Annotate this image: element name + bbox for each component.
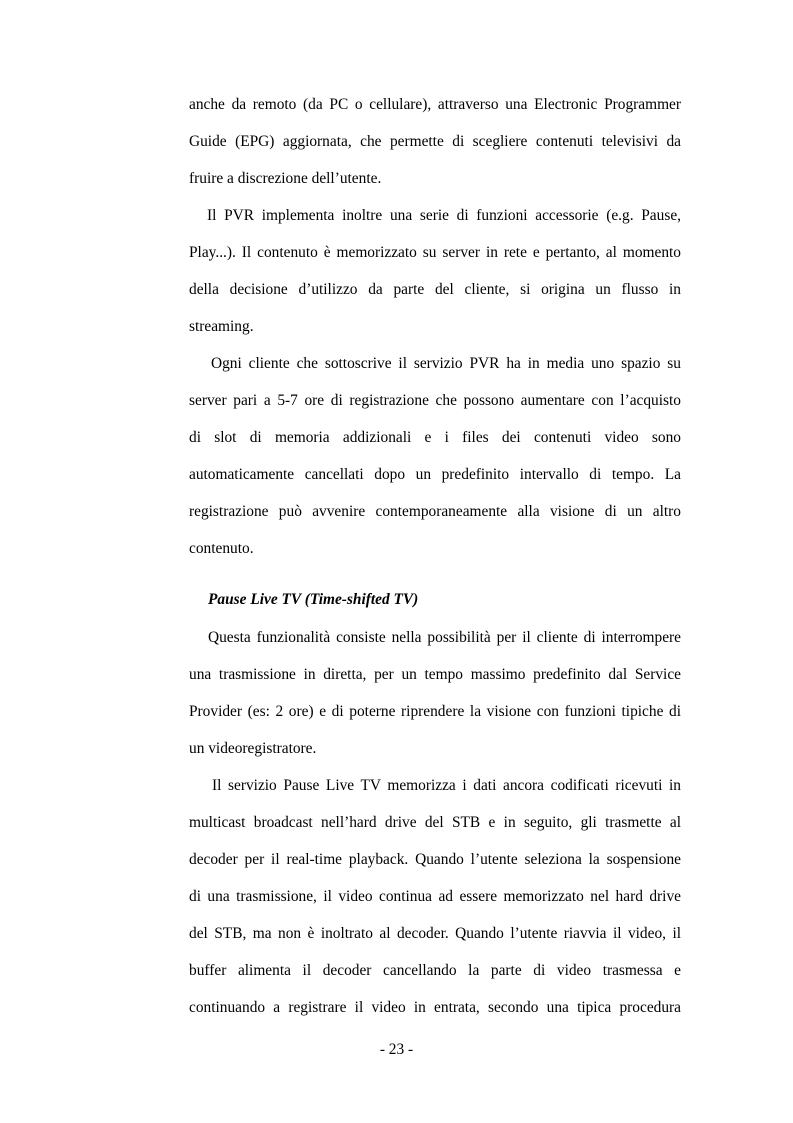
text-line: Questa funzionalità consiste nella possibilità per il cliente di interrompere bbox=[208, 629, 681, 646]
text-line: continuando a registrare il video in entrata, secondo una tipica procedura bbox=[189, 999, 681, 1016]
text-line: automaticamente cancellati dopo un predefinito intervallo di tempo. La bbox=[189, 466, 681, 483]
text-line: Il PVR implementa inoltre una serie di funzioni accessorie (e.g. Pause, bbox=[207, 207, 681, 224]
text-line: contenuto. bbox=[189, 540, 254, 557]
section-heading: Pause Live TV (Time-shifted TV) bbox=[208, 591, 419, 608]
text-line: del STB, ma non è inoltrato al decoder. Quando l’utente riavvia il video, il bbox=[189, 925, 681, 942]
text-line: server pari a 5-7 ore di registrazione che possono aumentare con l’acquisto bbox=[189, 392, 681, 409]
text-line: registrazione può avvenire contemporaneamente alla visione di un altro bbox=[189, 503, 681, 520]
text-line: anche da remoto (da PC o cellulare), attraverso una Electronic Programmer bbox=[189, 96, 681, 113]
text-line: decoder per il real-time playback. Quando l’utente seleziona la sospensione bbox=[189, 851, 681, 868]
text-line: fruire a discrezione dell’utente. bbox=[189, 170, 382, 187]
text-line: buffer alimenta il decoder cancellando la parte di video trasmessa e bbox=[189, 962, 681, 979]
text-line: Play...). Il contenuto è memorizzato su server in rete e pertanto, al momento bbox=[189, 244, 681, 261]
text-line: multicast broadcast nell’hard drive del STB e in seguito, gli trasmette al bbox=[189, 814, 681, 831]
text-line: di slot di memoria addizionali e i files dei contenuti video sono bbox=[189, 429, 681, 446]
text-line: della decisione d’utilizzo da parte del cliente, si origina un flusso in bbox=[189, 281, 681, 298]
text-line: Il servizio Pause Live TV memorizza i dati ancora codificati ricevuti in bbox=[212, 777, 681, 794]
text-line: Provider (es: 2 ore) e di poterne riprendere la visione con funzioni tipiche di bbox=[189, 703, 681, 720]
text-line: Ogni cliente che sottoscrive il servizio PVR ha in media uno spazio su bbox=[211, 355, 681, 372]
text-line: streaming. bbox=[189, 318, 254, 335]
text-line: di una trasmissione, il video continua ad essere memorizzato nel hard drive bbox=[189, 888, 681, 905]
page-number: - 23 - bbox=[379, 1041, 414, 1058]
text-line: un videoregistratore. bbox=[189, 740, 317, 757]
text-line: una trasmissione in diretta, per un tempo massimo predefinito dal Service bbox=[189, 666, 681, 683]
text-line: Guide (EPG) aggiornata, che permette di scegliere contenuti televisivi da bbox=[189, 133, 681, 150]
